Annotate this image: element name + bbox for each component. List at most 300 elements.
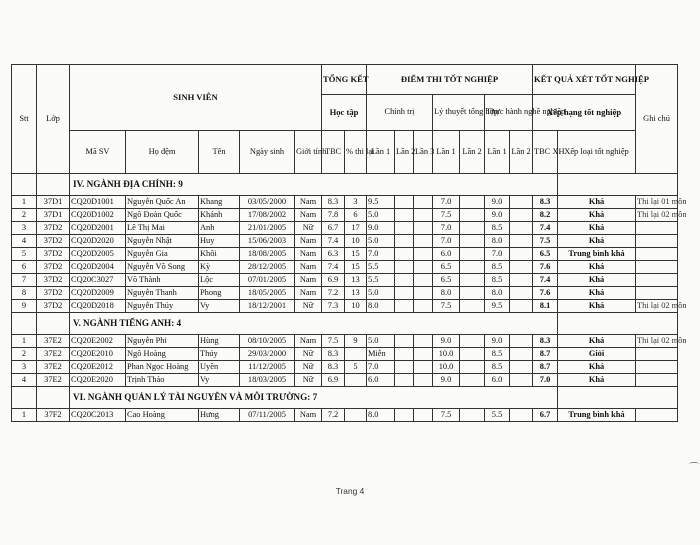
theory-try1-cell: 6.5 — [433, 274, 460, 287]
gender-cell: Nam — [295, 261, 322, 274]
politics-try3-cell — [414, 248, 433, 261]
note-cell: Thi lại 01 môn — [636, 196, 678, 209]
politics-try1-cell: 8.0 — [367, 300, 395, 313]
class-cell: 37E2 — [37, 348, 70, 361]
stt-cell: 6 — [12, 261, 37, 274]
gpa-cell: 8.3 — [322, 361, 345, 374]
birthdate-cell: 03/05/2000 — [240, 196, 295, 209]
gender-cell: Nam — [295, 335, 322, 348]
table-row — [12, 261, 678, 274]
student-id-cell: CQ20C2013 — [70, 409, 126, 422]
section-title: IV. NGÀNH ĐỊA CHÍNH: 9 — [70, 174, 558, 196]
table-row — [12, 361, 678, 374]
theory-try2-cell — [460, 274, 485, 287]
student-id-cell: CQ20D1001 — [70, 196, 126, 209]
stt-cell: 8 — [12, 287, 37, 300]
practice-try2-cell — [510, 235, 533, 248]
middle-name-cell: Nguyễn Nhật — [126, 235, 199, 248]
classification-cell: Khá — [558, 196, 636, 209]
politics-try2-cell — [395, 287, 414, 300]
gender-cell: Nữ — [295, 222, 322, 235]
theory-try1-cell: 7.5 — [433, 209, 460, 222]
retake-pct-cell: 5 — [345, 361, 367, 374]
sinh-vien-header: SINH VIÊN — [70, 65, 322, 131]
rank-score-cell: 8.2 — [533, 209, 558, 222]
student-id-cell: CQ20D2001 — [70, 222, 126, 235]
classification-cell: Khá — [558, 287, 636, 300]
middle-name-cell: Trịnh Thảo — [126, 374, 199, 387]
politics-try1-cell: 9.5 — [367, 196, 395, 209]
section-spacer — [12, 313, 37, 335]
chinh-tri-lan1-header: Lần 1 — [367, 131, 395, 174]
theory-try2-cell — [460, 222, 485, 235]
pct-thi-lai-header: % thi lại — [345, 131, 367, 174]
first-name-cell: Huy — [199, 235, 240, 248]
gpa-cell: 7.4 — [322, 235, 345, 248]
theory-try1-cell: 6.5 — [433, 261, 460, 274]
politics-try1-cell: 8.0 — [367, 409, 395, 422]
practice-try2-cell — [510, 300, 533, 313]
birthdate-cell: 07/11/2005 — [240, 409, 295, 422]
rank-score-cell: 7.5 — [533, 235, 558, 248]
classification-cell: Khá — [558, 361, 636, 374]
retake-pct-cell: 13 — [345, 287, 367, 300]
practice-try2-cell — [510, 274, 533, 287]
theory-try2-cell — [460, 300, 485, 313]
politics-try3-cell — [414, 274, 433, 287]
student-id-cell: CQ20E2012 — [70, 361, 126, 374]
gender-cell: Nam — [295, 409, 322, 422]
rank-score-cell: 8.3 — [533, 335, 558, 348]
gpa-cell: 7.4 — [322, 261, 345, 274]
classification-cell: Khá — [558, 209, 636, 222]
middle-name-cell: Nguyễn Thanh — [126, 287, 199, 300]
class-cell: 37D2 — [37, 274, 70, 287]
ho-dem-header: Họ đệm — [126, 131, 199, 174]
table-row — [12, 348, 678, 361]
chinh-tri-lan3-header: Lần 3 — [414, 131, 433, 174]
student-id-cell: CQ20C3027 — [70, 274, 126, 287]
rank-score-cell: 6.5 — [533, 248, 558, 261]
retake-pct-cell: 9 — [345, 335, 367, 348]
table-row — [12, 287, 678, 300]
rank-score-cell: 8.7 — [533, 361, 558, 374]
practice-try1-cell: 8.5 — [485, 274, 510, 287]
ma-sv-header: Mã SV — [70, 131, 126, 174]
tbc-xh-header: TBC XH — [533, 131, 558, 174]
table-row — [12, 300, 678, 313]
gender-cell: Nam — [295, 287, 322, 300]
table-row — [12, 209, 678, 222]
class-cell: 37E2 — [37, 335, 70, 348]
section-row — [12, 174, 678, 196]
gender-cell: Nữ — [295, 300, 322, 313]
retake-pct-cell: 10 — [345, 300, 367, 313]
politics-try2-cell — [395, 348, 414, 361]
gpa-cell: 7.2 — [322, 287, 345, 300]
theory-try2-cell — [460, 361, 485, 374]
practice-try2-cell — [510, 287, 533, 300]
theory-try2-cell — [460, 196, 485, 209]
politics-try1-cell: 5.5 — [367, 274, 395, 287]
note-cell — [636, 248, 678, 261]
practice-try2-cell — [510, 209, 533, 222]
student-id-cell: CQ20D2009 — [70, 287, 126, 300]
ket-qua-header: KẾT QUẢ XÉT TỐT NGHIỆP — [533, 65, 636, 95]
gender-cell: Nam — [295, 209, 322, 222]
classification-cell: Khá — [558, 335, 636, 348]
gender-cell: Nữ — [295, 374, 322, 387]
retake-pct-cell — [345, 348, 367, 361]
first-name-cell: Vy — [199, 300, 240, 313]
practice-try2-cell — [510, 196, 533, 209]
thuc-hanh-header: Thực hành nghề nghiệp — [485, 95, 533, 131]
note-cell — [636, 274, 678, 287]
politics-try2-cell — [395, 222, 414, 235]
section-spacer — [37, 174, 70, 196]
politics-try1-cell: 5.0 — [367, 287, 395, 300]
stt-cell: 1 — [12, 335, 37, 348]
student-id-cell: CQ20D2004 — [70, 261, 126, 274]
section-spacer — [558, 313, 678, 335]
gpa-cell: 8.3 — [322, 348, 345, 361]
theory-try2-cell — [460, 261, 485, 274]
retake-pct-cell: 13 — [345, 274, 367, 287]
middle-name-cell: Lê Thị Mai — [126, 222, 199, 235]
theory-try1-cell: 7.5 — [433, 409, 460, 422]
note-cell — [636, 222, 678, 235]
class-cell: 37E2 — [37, 374, 70, 387]
practice-try2-cell — [510, 261, 533, 274]
page-number: Trang 4 — [335, 486, 365, 496]
thuc-hanh-lan2-header: Lần 2 — [510, 131, 533, 174]
politics-try3-cell — [414, 409, 433, 422]
stt-cell: 3 — [12, 222, 37, 235]
table-row — [12, 248, 678, 261]
thuc-hanh-lan1-header: Lần 1 — [485, 131, 510, 174]
politics-try1-cell: Miễn — [367, 348, 395, 361]
politics-try2-cell — [395, 361, 414, 374]
classification-cell: Trung bình khá — [558, 248, 636, 261]
classification-cell: Khá — [558, 374, 636, 387]
practice-try1-cell: 8.5 — [485, 222, 510, 235]
class-cell: 37D1 — [37, 209, 70, 222]
politics-try1-cell: 5.0 — [367, 335, 395, 348]
middle-name-cell: Cao Hoàng — [126, 409, 199, 422]
politics-try2-cell — [395, 300, 414, 313]
theory-try1-cell: 10.0 — [433, 361, 460, 374]
first-name-cell: Anh — [199, 222, 240, 235]
birthdate-cell: 17/08/2002 — [240, 209, 295, 222]
birthdate-cell: 18/08/2005 — [240, 248, 295, 261]
first-name-cell: Lộc — [199, 274, 240, 287]
gpa-cell: 6.3 — [322, 248, 345, 261]
gpa-cell: 6.9 — [322, 274, 345, 287]
politics-try2-cell — [395, 209, 414, 222]
practice-try2-cell — [510, 361, 533, 374]
practice-try1-cell: 9.0 — [485, 209, 510, 222]
note-cell — [636, 361, 678, 374]
theory-try1-cell: 8.0 — [433, 287, 460, 300]
retake-pct-cell — [345, 409, 367, 422]
first-name-cell: Thúy — [199, 348, 240, 361]
class-cell: 37D2 — [37, 300, 70, 313]
birthdate-cell: 15/06/2003 — [240, 235, 295, 248]
theory-try2-cell — [460, 287, 485, 300]
birthdate-cell: 18/03/2005 — [240, 374, 295, 387]
student-id-cell: CQ20E2010 — [70, 348, 126, 361]
politics-try1-cell: 7.0 — [367, 361, 395, 374]
theory-try1-cell: 9.0 — [433, 335, 460, 348]
ly-thuyet-header: Lý thuyết tổng hợp — [433, 95, 485, 131]
gender-cell: Nữ — [295, 361, 322, 374]
stt-cell: 1 — [12, 409, 37, 422]
note-cell — [636, 409, 678, 422]
practice-try1-cell: 7.0 — [485, 248, 510, 261]
middle-name-cell: Nguyễn Phi — [126, 335, 199, 348]
rank-score-cell: 8.7 — [533, 348, 558, 361]
theory-try1-cell: 6.0 — [433, 248, 460, 261]
rank-score-cell: 7.4 — [533, 274, 558, 287]
politics-try2-cell — [395, 196, 414, 209]
class-cell: 37D2 — [37, 235, 70, 248]
politics-try2-cell — [395, 235, 414, 248]
gpa-cell: 7.8 — [322, 209, 345, 222]
practice-try1-cell: 9.0 — [485, 196, 510, 209]
student-id-cell: CQ20E2020 — [70, 374, 126, 387]
first-name-cell: Khánh — [199, 209, 240, 222]
note-cell — [636, 374, 678, 387]
politics-try2-cell — [395, 409, 414, 422]
rank-score-cell: 7.4 — [533, 222, 558, 235]
rank-score-cell: 7.6 — [533, 287, 558, 300]
politics-try2-cell — [395, 261, 414, 274]
section-spacer — [558, 387, 678, 409]
gender-cell: Nữ — [295, 348, 322, 361]
birthdate-cell: 21/01/2005 — [240, 222, 295, 235]
stt-cell: 4 — [12, 235, 37, 248]
note-cell — [636, 261, 678, 274]
practice-try1-cell: 8.5 — [485, 348, 510, 361]
birthdate-cell: 08/10/2005 — [240, 335, 295, 348]
class-cell: 37D2 — [37, 261, 70, 274]
politics-try1-cell: 6.0 — [367, 374, 395, 387]
section-spacer — [558, 174, 678, 196]
note-cell — [636, 287, 678, 300]
class-cell: 37D2 — [37, 222, 70, 235]
note-cell — [636, 235, 678, 248]
student-id-cell: CQ20D1002 — [70, 209, 126, 222]
theory-try2-cell — [460, 335, 485, 348]
student-id-cell: CQ20D2020 — [70, 235, 126, 248]
theory-try1-cell: 9.0 — [433, 374, 460, 387]
stt-cell: 2 — [12, 348, 37, 361]
rank-score-cell: 8.3 — [533, 196, 558, 209]
classification-cell: Khá — [558, 235, 636, 248]
theory-try1-cell: 7.0 — [433, 196, 460, 209]
theory-try1-cell: 7.0 — [433, 222, 460, 235]
middle-name-cell: Phan Ngọc Hoàng — [126, 361, 199, 374]
classification-cell: Khá — [558, 261, 636, 274]
section-row — [12, 313, 678, 335]
gpa-cell: 8.3 — [322, 196, 345, 209]
rank-score-cell: 7.0 — [533, 374, 558, 387]
middle-name-cell: Nguyễn Thúy — [126, 300, 199, 313]
practice-try2-cell — [510, 348, 533, 361]
section-title: V. NGÀNH TIẾNG ANH: 4 — [70, 313, 558, 335]
first-name-cell: Hưng — [199, 409, 240, 422]
stt-cell: 2 — [12, 209, 37, 222]
section-spacer — [12, 174, 37, 196]
ly-thuyet-lan1-header: Lần 1 — [433, 131, 460, 174]
politics-try3-cell — [414, 235, 433, 248]
hoc-tap-header: Học tập — [322, 95, 367, 131]
rank-score-cell: 8.1 — [533, 300, 558, 313]
first-name-cell: Uyên — [199, 361, 240, 374]
table-row — [12, 335, 678, 348]
section-title: VI. NGÀNH QUẢN LÝ TÀI NGUYÊN VÀ MÔI TRƯỜNG: 7 — [70, 387, 558, 409]
classification-cell: Khá — [558, 222, 636, 235]
gpa-cell: 7.2 — [322, 409, 345, 422]
first-name-cell: Khôi — [199, 248, 240, 261]
politics-try3-cell — [414, 209, 433, 222]
retake-pct-cell: 15 — [345, 261, 367, 274]
note-cell — [636, 348, 678, 361]
gpa-cell: 6.9 — [322, 374, 345, 387]
retake-pct-cell — [345, 374, 367, 387]
politics-try3-cell — [414, 222, 433, 235]
class-cell: 37D2 — [37, 287, 70, 300]
theory-try1-cell: 7.0 — [433, 235, 460, 248]
stt-cell: 7 — [12, 274, 37, 287]
first-name-cell: Phong — [199, 287, 240, 300]
middle-name-cell: Võ Thành — [126, 274, 199, 287]
politics-try2-cell — [395, 374, 414, 387]
practice-try1-cell: 9.0 — [485, 335, 510, 348]
practice-try2-cell — [510, 374, 533, 387]
lop-header: Lớp — [37, 65, 70, 174]
gender-cell: Nam — [295, 274, 322, 287]
section-spacer — [37, 387, 70, 409]
theory-try1-cell: 10.0 — [433, 348, 460, 361]
student-id-cell: CQ20D2018 — [70, 300, 126, 313]
class-cell: 37D2 — [37, 248, 70, 261]
graduation-results-table — [11, 64, 687, 422]
tbc-header: TBC — [322, 131, 345, 174]
gioi-tinh-header: Giới tính — [295, 131, 322, 174]
stt-cell: 5 — [12, 248, 37, 261]
retake-pct-cell: 3 — [345, 196, 367, 209]
birthdate-cell: 28/12/2005 — [240, 261, 295, 274]
theory-try2-cell — [460, 248, 485, 261]
xep-loai-header: Xếp loại tốt nghiệp — [558, 131, 636, 174]
practice-try2-cell — [510, 335, 533, 348]
politics-try3-cell — [414, 196, 433, 209]
gpa-cell: 7.5 — [322, 335, 345, 348]
retake-pct-cell: 10 — [345, 235, 367, 248]
first-name-cell: Kỳ — [199, 261, 240, 274]
class-cell: 37F2 — [37, 409, 70, 422]
scan-mark: ⌒ — [689, 463, 699, 474]
first-name-cell: Khang — [199, 196, 240, 209]
gpa-cell: 6.7 — [322, 222, 345, 235]
politics-try3-cell — [414, 300, 433, 313]
student-id-cell: CQ20E2002 — [70, 335, 126, 348]
theory-try2-cell — [460, 209, 485, 222]
retake-pct-cell: 15 — [345, 248, 367, 261]
table-row — [12, 374, 678, 387]
ghi-chu-header: Ghi chú — [636, 65, 678, 174]
retake-pct-cell: 17 — [345, 222, 367, 235]
class-cell: 37D1 — [37, 196, 70, 209]
politics-try1-cell: 5.5 — [367, 261, 395, 274]
practice-try2-cell — [510, 222, 533, 235]
classification-cell: Giỏi — [558, 348, 636, 361]
politics-try3-cell — [414, 261, 433, 274]
table-row — [12, 235, 678, 248]
politics-try1-cell: 5.0 — [367, 235, 395, 248]
politics-try3-cell — [414, 287, 433, 300]
birthdate-cell: 07/01/2005 — [240, 274, 295, 287]
theory-try2-cell — [460, 235, 485, 248]
middle-name-cell: Nguyễn Gia — [126, 248, 199, 261]
note-cell: Thi lại 02 môn — [636, 209, 678, 222]
stt-header: Stt — [12, 65, 37, 174]
middle-name-cell: Ngô Đoàn Quốc — [126, 209, 199, 222]
theory-try1-cell: 7.5 — [433, 300, 460, 313]
middle-name-cell: Nguyễn Quốc An — [126, 196, 199, 209]
politics-try2-cell — [395, 248, 414, 261]
practice-try1-cell: 8.5 — [485, 261, 510, 274]
note-cell: Thi lại 02 môn — [636, 335, 678, 348]
birthdate-cell: 11/12/2005 — [240, 361, 295, 374]
practice-try2-cell — [510, 248, 533, 261]
politics-try1-cell: 5.0 — [367, 209, 395, 222]
practice-try1-cell: 8.0 — [485, 287, 510, 300]
note-cell: Thi lại 02 môn — [636, 300, 678, 313]
tong-ket-header: TỔNG KẾT — [322, 65, 367, 95]
practice-try1-cell: 9.5 — [485, 300, 510, 313]
middle-name-cell: Nguyễn Võ Song — [126, 261, 199, 274]
practice-try2-cell — [510, 409, 533, 422]
theory-try2-cell — [460, 409, 485, 422]
practice-try1-cell: 6.0 — [485, 374, 510, 387]
stt-cell: 3 — [12, 361, 37, 374]
section-spacer — [37, 313, 70, 335]
stt-cell: 9 — [12, 300, 37, 313]
classification-cell: Trung bình khá — [558, 409, 636, 422]
politics-try2-cell — [395, 335, 414, 348]
section-row — [12, 387, 678, 409]
rank-score-cell: 6.7 — [533, 409, 558, 422]
student-id-cell: CQ20D2005 — [70, 248, 126, 261]
xep-hang-header: Xếp hạng tốt nghiệp — [533, 95, 636, 131]
practice-try1-cell: 5.5 — [485, 409, 510, 422]
practice-try1-cell: 8.5 — [485, 361, 510, 374]
ngay-sinh-header: Ngày sinh — [240, 131, 295, 174]
gender-cell: Nam — [295, 235, 322, 248]
classification-cell: Khá — [558, 300, 636, 313]
section-spacer — [12, 387, 37, 409]
ly-thuyet-lan2-header: Lần 2 — [460, 131, 485, 174]
gpa-cell: 7.3 — [322, 300, 345, 313]
birthdate-cell: 29/03/2000 — [240, 348, 295, 361]
theory-try2-cell — [460, 374, 485, 387]
diem-thi-header: ĐIỂM THI TỐT NGHIỆP — [367, 65, 533, 95]
class-cell: 37E2 — [37, 361, 70, 374]
birthdate-cell: 18/05/2005 — [240, 287, 295, 300]
gender-cell: Nam — [295, 248, 322, 261]
